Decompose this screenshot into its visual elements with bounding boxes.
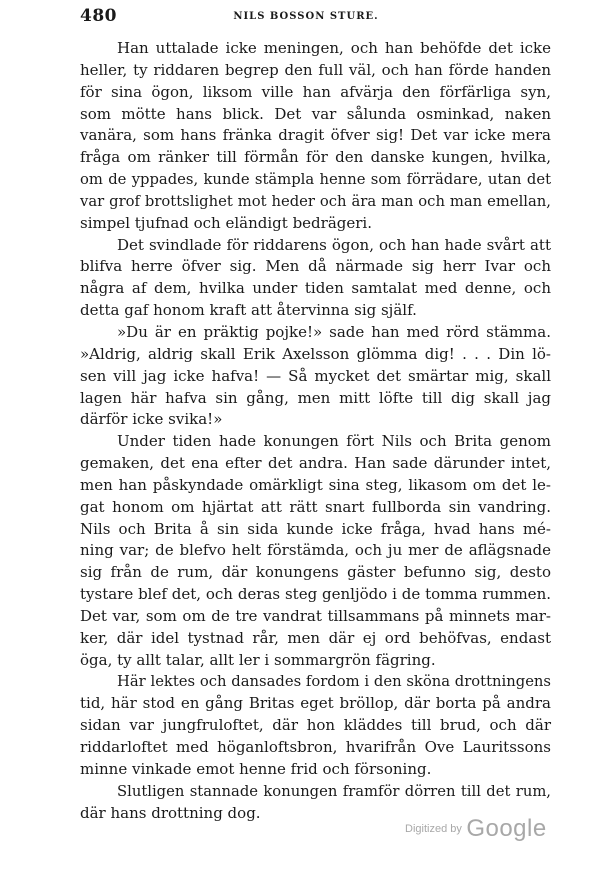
text-line: Här lektes och dansades fordom i den sköna drottningens — [117, 673, 551, 691]
body-text — [80, 38, 551, 824]
text-line: några af dem, hvilka under tiden samtalat med denne, och — [80, 279, 551, 298]
text-line: Slutligen stannade konungen framför dörren till det rum, — [117, 782, 551, 800]
paragraph — [80, 235, 551, 322]
paragraph — [80, 322, 551, 431]
paragraph — [80, 431, 551, 671]
text-line: sen vill jag icke hafva! — Så mycket det smärtar mig, skall — [80, 366, 551, 385]
text-line: Han uttalade icke meningen, och han behöfde det icke — [117, 39, 551, 57]
text-line: tid, här stod en gång Britas eget bröllop, där borta på andra — [80, 694, 551, 713]
text-line: detta gaf honom kraft att återvinna sig själf. — [80, 301, 417, 320]
text-line: som mötte hans blick. Det var sålunda osminkad, naken — [80, 104, 551, 123]
text-line: »Du är en präktig pojke!» sade han med rörd stämma. — [117, 322, 551, 341]
paragraph — [80, 38, 551, 235]
text-line: Nils och Brita å sin sida kunde icke fråga, hvad hans mé- — [80, 519, 551, 538]
text-line: »Aldrig, aldrig skall Erik Axelsson glömma dig! . . . Din lö- — [80, 344, 551, 363]
text-line: minne vinkade emot henne frid och försoning. — [80, 759, 432, 778]
text-line: ker, där idel tystnad rår, men där ej ord behöfvas, endast — [80, 628, 551, 647]
text-line: ning var; de blefvo helt förstämda, och ju mer de aflägsnade — [80, 541, 551, 560]
text-line: vanära, som hans fränka dragit öfver sig! Det var icke mera — [80, 126, 551, 145]
text-line: Det svindlade för riddarens ögon, och han hade svårt att — [117, 235, 551, 254]
text-line: gat honom om hjärtat att rätt snart fullborda sin vandring. — [80, 497, 551, 516]
text-line: Under tiden hade konungen fört Nils och Brita genom — [117, 432, 551, 451]
text-line: där hans drottning dog. — [80, 803, 261, 822]
paragraph — [80, 671, 551, 780]
watermark-brand: Google — [466, 815, 547, 842]
text-line: sig från de rum, där konungens gäster befunno sig, desto — [80, 563, 551, 582]
text-line: heller, ty riddaren begrep den full väl, och han förde handen — [80, 60, 551, 79]
text-line: riddarloftet med höganloftsbron, hvarifrån Ove Lauritssons — [80, 738, 551, 756]
digitized-by-google-watermark — [405, 815, 547, 843]
text-line: sidan var jungfruloftet, där hon kläddes till brud, och där — [80, 716, 551, 735]
text-line: var grof brottslighet mot heder och ära man och man emellan, — [80, 192, 551, 210]
text-line: tystare blef det, och deras steg genljödo i de tomma rummen. — [80, 585, 551, 604]
text-line: därför icke svika!» — [80, 410, 223, 429]
text-line: lagen här hafva sin gång, men mitt löfte till dig skall jag — [80, 388, 551, 407]
page-number: 480 — [80, 6, 117, 26]
text-line: blifva herre öfver sig. Men då närmade sig herr Ivar och — [80, 257, 551, 276]
text-line: om de yppades, kunde stämpla henne som förrädare, utan det — [80, 171, 551, 189]
text-line: gemaken, det ena efter det andra. Han sade därunder intet, — [80, 454, 551, 473]
text-line: fråga om ränker till förmån för den danske kungen, hvilka, — [80, 148, 551, 167]
watermark-prefix: Digitized by — [405, 823, 462, 835]
text-line: simpel tjufnad och eländigt bedrägeri. — [80, 213, 372, 232]
text-line: Det var, som om de tre vandrat tillsammans på minnets mar- — [80, 606, 551, 625]
text-line: men han påskyndade omärkligt sina steg, likasom om det le- — [80, 475, 551, 494]
text-line: öga, ty allt talar, allt ler i sommargrön fägring. — [80, 650, 436, 669]
running-head: NILS BOSSON STURE. — [233, 11, 379, 22]
text-line: för sina ögon, liksom ville han afvärja den förfärliga syn, — [80, 82, 551, 101]
